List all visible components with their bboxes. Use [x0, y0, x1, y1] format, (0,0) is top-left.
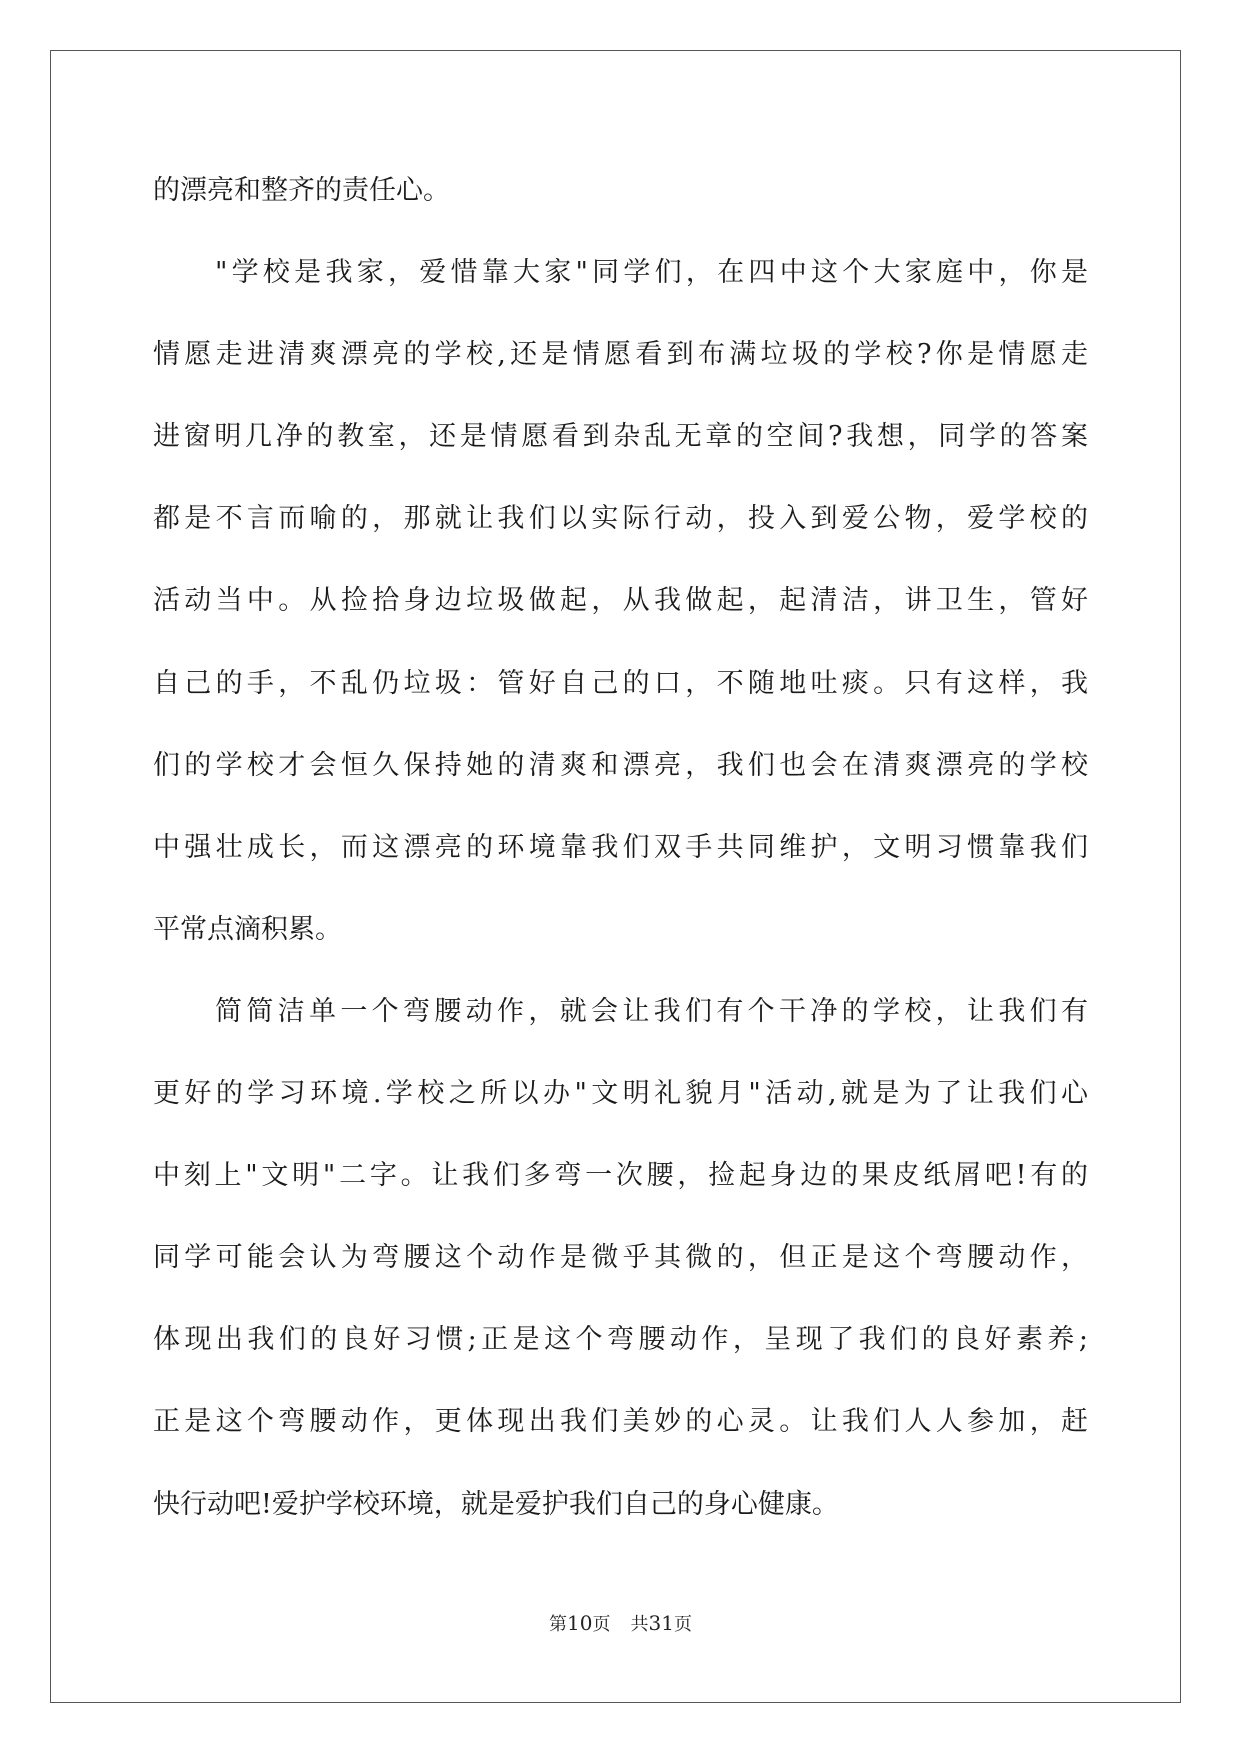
paragraph — [153, 232, 1088, 971]
text-line: 快行动吧!爱护学校环境，就是爱护我们自己的身心健康。 — [153, 1488, 839, 1520]
page-prefix: 第 — [549, 1614, 568, 1635]
current-page-number: 10 — [567, 1611, 593, 1635]
text-line: 活动当中。从捡拾身边垃圾做起，从我做起，起清洁，讲卫生，管好 — [153, 585, 1088, 617]
text-line: 自己的手，不乱仍垃圾：管好自己的口，不随地吐痰。只有这样，我 — [153, 667, 1088, 699]
text-line: 平常点滴积累。 — [153, 913, 342, 945]
text-line: 都是不言而喻的，那就让我们以实际行动，投入到爱公物，爱学校的 — [153, 503, 1088, 535]
page-footer — [0, 1610, 1241, 1636]
total-suffix: 页 — [673, 1614, 692, 1635]
page-suffix: 页 — [592, 1614, 611, 1635]
text-line: 的漂亮和整齐的责任心。 — [153, 175, 450, 206]
paragraph — [153, 150, 1088, 232]
total-pages-number: 31 — [648, 1611, 674, 1635]
text-line: 情愿走进清爽漂亮的学校,还是情愿看到布满垃圾的学校?你是情愿走 — [153, 339, 1088, 371]
text-line: 更好的学习环境.学校之所以办"文明礼貌月"活动,就是为了让我们心 — [153, 1078, 1088, 1110]
text-line: 中刻上"文明"二字。让我们多弯一次腰，捡起身边的果皮纸屑吧!有的 — [153, 1160, 1088, 1192]
text-line: 简简洁单一个弯腰动作，就会让我们有个干净的学校，让我们有 — [215, 995, 1088, 1027]
paragraph — [153, 971, 1088, 1546]
text-line: "学校是我家，爱惜靠大家"同学们，在四中这个大家庭中，你是 — [215, 257, 1088, 289]
document-body — [153, 150, 1088, 1546]
text-line: 体现出我们的良好习惯;正是这个弯腰动作，呈现了我们的良好素养; — [153, 1324, 1088, 1356]
text-line: 们的学校才会恒久保持她的清爽和漂亮，我们也会在清爽漂亮的学校 — [153, 749, 1088, 781]
text-line: 正是这个弯腰动作，更体现出我们美妙的心灵。让我们人人参加，赶 — [153, 1406, 1088, 1438]
text-line: 进窗明几净的教室，还是情愿看到杂乱无章的空间?我想，同学的答案 — [153, 421, 1088, 453]
text-line: 同学可能会认为弯腰这个动作是微乎其微的，但正是这个弯腰动作， — [153, 1242, 1088, 1274]
total-prefix: 共 — [630, 1614, 649, 1635]
text-line: 中强壮成长，而这漂亮的环境靠我们双手共同维护，文明习惯靠我们 — [153, 831, 1088, 863]
